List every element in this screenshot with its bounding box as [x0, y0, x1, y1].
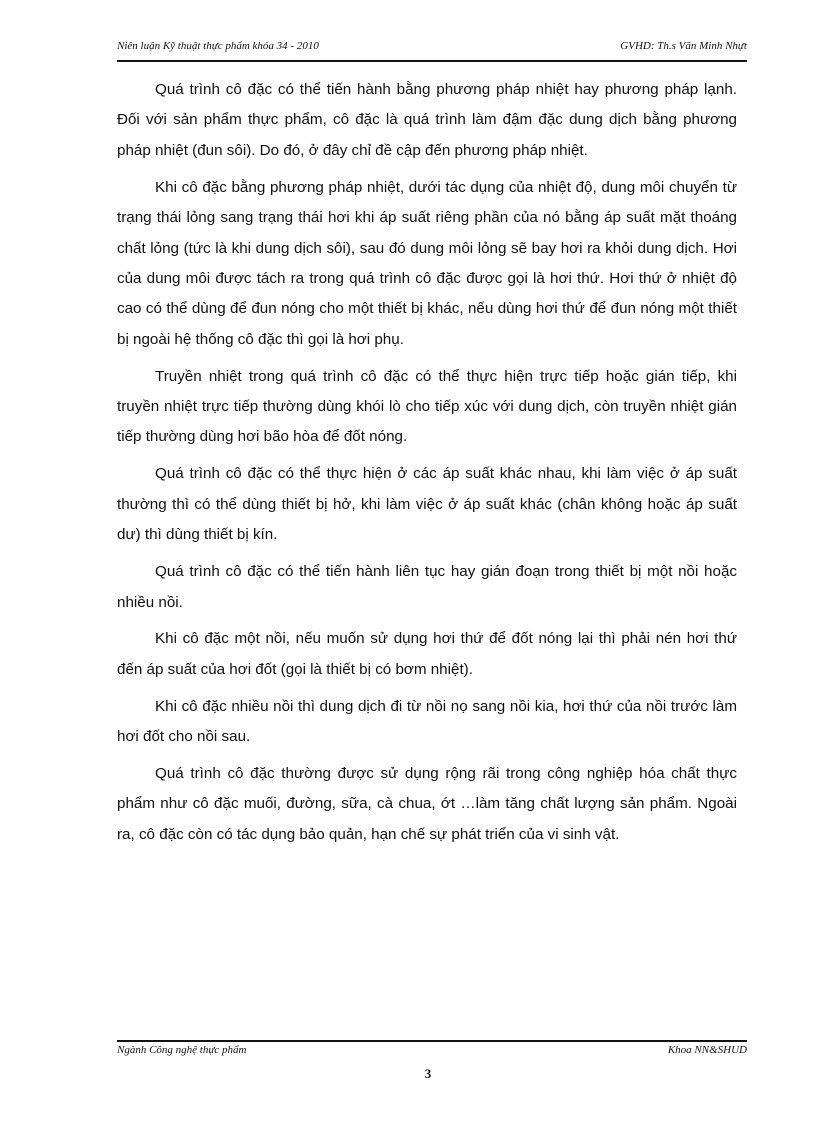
header-divider [117, 60, 747, 62]
paragraph-pressure: Quá trình cô đặc có thể thực hiện ở các áp suất khác nhau, khi làm việc ở áp suất thường thì có thể dùng thiết bị hở, khi làm việc ở áp suất khác (chân không hoặc áp suất dư) thì dùng thiết bị kín. [117, 465, 737, 544]
paragraph-heat-transfer: Truyền nhiệt trong quá trình cô đặc có thể thực hiện trực tiếp hoặc gián tiếp, khi truyền nhiệt trực tiếp thường dùng khói lò cho tiếp xúc với dung dịch, còn truyền nhiệt gián tiếp thường dùng hơi bão hòa để đốt nóng. [117, 367, 737, 446]
paragraph-concentration-methods: Quá trình cô đặc có thể tiến hành bằng phương pháp nhiệt hay phương pháp lạnh. Đối với sản phẩm thực phẩm, cô đặc là quá trình làm đậm đặc dung dịch bằng phương pháp nhiệt (đun sôi). Do đó, ở đây chỉ đề cập đến phương pháp nhiệt. [117, 81, 737, 159]
paragraph-single-effect: Khi cô đặc một nồi, nếu muốn sử dụng hơi thứ để đốt nóng lại thì phải nén hơi thứ đến áp suất của hơi đốt (gọi là thiết bị có bơm nhiệt). [117, 630, 737, 678]
footer-faculty: Khoa NN&SHUD [667, 1044, 747, 1056]
header-course-title: Niên luận Kỹ thuật thực phẩm khóa 34 - 2010 [117, 40, 319, 52]
header-instructor: GVHD: Th.s Văn Minh Nhựt [620, 40, 747, 52]
paragraph-multi-effect: Khi cô đặc nhiều nồi thì dung dịch đi từ nồi nọ sang nồi kia, hơi thứ của nồi trước làm hơi đốt cho nồi sau. [117, 697, 737, 746]
footer-divider [117, 1040, 747, 1042]
page-header [117, 40, 747, 58]
page-footer [117, 1044, 747, 1062]
footer-department: Ngành Công nghệ thực phẩm [117, 1044, 247, 1056]
document-body [117, 75, 737, 857]
paragraph-thermal-method: Khi cô đặc bằng phương pháp nhiệt, dưới tác dụng của nhiệt độ, dung môi chuyển từ trạng thái lỏng sang trạng thái hơi khi áp suất riêng phần của nó bằng áp suất mặt thoáng chất lỏng (tức là khi dung dịch sôi), sau đó dung môi lỏng sẽ bay hơi ra khỏi dung dịch. Hơi của dung môi được tách ra trong quá trình cô đặc được gọi là hơi thứ. Hơi thứ ở nhiệt độ cao có thể dùng để đun nóng cho một thiết bị khác, nếu dùng hơi thứ để đun nóng một thiết bị ngoài hệ thống cô đặc thì gọi là hơi phụ. [117, 178, 737, 348]
paragraph-continuous-batch: Quá trình cô đặc có thể tiến hành liên tục hay gián đoạn trong thiết bị một nồi hoặc nhiều nồi. [117, 563, 737, 611]
page-number: 3 [424, 1066, 432, 1081]
paragraph-applications: Quá trình cô đặc thường được sử dụng rộng rãi trong công nghiệp hóa chất thực phẩm như cô đặc muối, đường, sữa, cà chua, ớt …làm tăng chất lượng sản phẩm. Ngoài ra, cô đặc còn có tác dụng bảo quản, hạn chế sự phát triển của vi sinh vật. [117, 765, 737, 843]
